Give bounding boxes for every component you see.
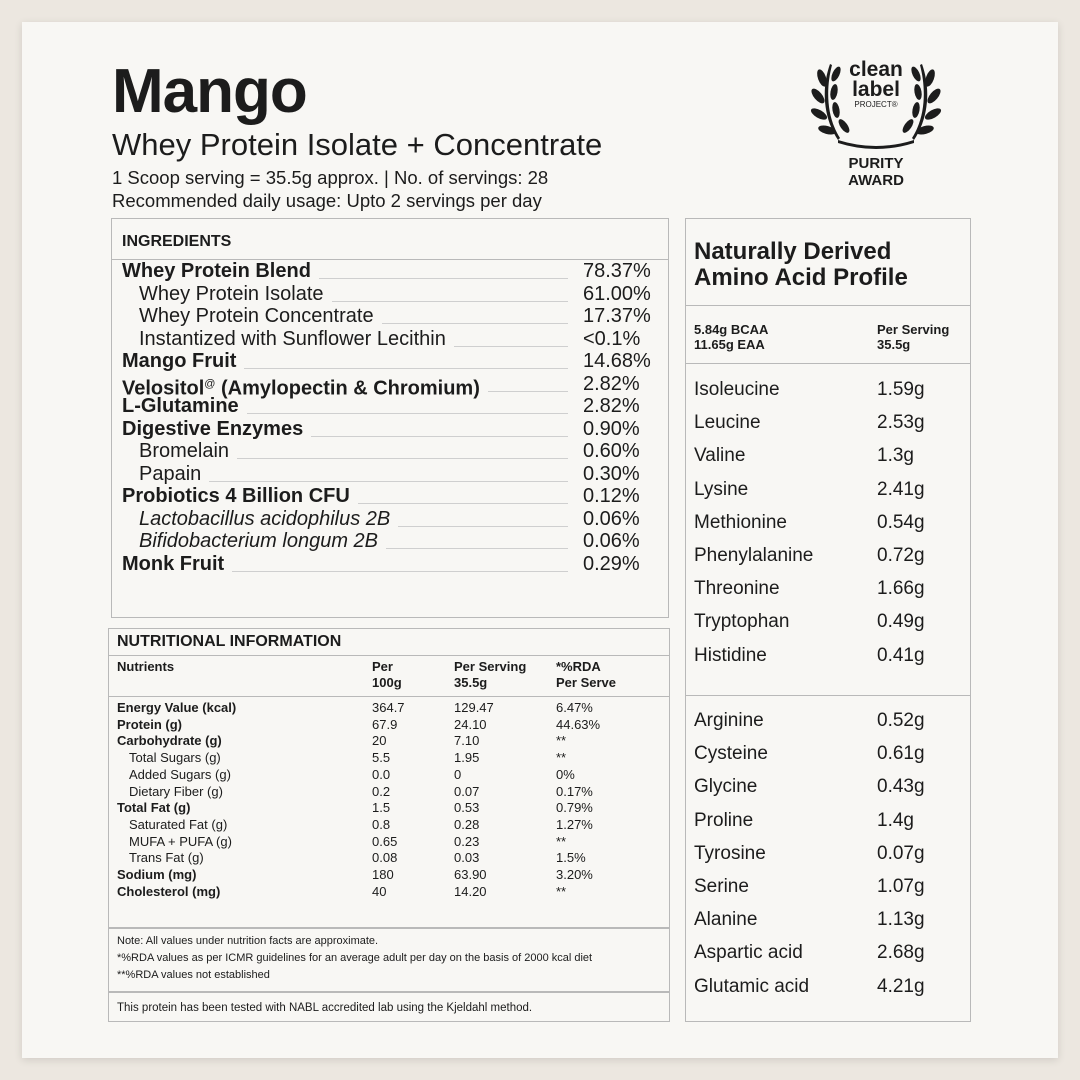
ingredient-name-text: Probiotics 4 Billion CFU (122, 485, 350, 507)
ingredient-name-text: Whey Protein Concentrate (139, 305, 374, 327)
ingredient-row (112, 395, 668, 417)
rda-value: ** (556, 833, 567, 849)
nutrient-name: Energy Value (kcal) (117, 700, 237, 715)
badge-project: PROJECT® (854, 100, 898, 109)
ingredient-row (112, 508, 668, 530)
nutrition-row (109, 817, 669, 834)
amino-name: Lysine (694, 478, 749, 500)
per-serving-value: 14.20 (454, 883, 487, 899)
amino-value: 2.68g (877, 942, 925, 964)
per-serving-value: 0.03 (454, 850, 480, 866)
rda-value: ** (556, 750, 567, 766)
per-100g-value: 0.2 (372, 783, 391, 799)
rda-value: ** (556, 733, 567, 749)
amino-row (686, 478, 970, 502)
rda-value: 1.5% (556, 850, 586, 866)
ingredient-percent: 0.60% (583, 440, 640, 462)
rda-value: 1.27% (556, 816, 593, 832)
rda-value: 0% (556, 766, 575, 782)
col-per-100g (372, 659, 402, 691)
col-nutrients-label: Nutrients (117, 659, 175, 674)
ingredient-name-text: Lactobacillus acidophilus 2B (139, 507, 391, 530)
tested-note: This protein has been tested with NABL accredited lab using the Kjeldahl method. (117, 1002, 533, 1014)
amino-name: Arginine (694, 710, 764, 731)
amino-value: 0.41g (877, 644, 925, 666)
divider (686, 363, 970, 364)
amino-row (686, 544, 970, 568)
nutrient-name: Total Fat (g) (117, 800, 191, 816)
ingredients-heading: INGREDIENTS (122, 233, 232, 250)
amino-row (686, 378, 970, 402)
amino-eaa: 11.65g EAA (694, 337, 765, 352)
amino-row (686, 842, 970, 866)
ingredient-row (112, 305, 668, 327)
ingredient-row (112, 350, 668, 372)
amino-value: 1.4g (877, 809, 914, 831)
amino-value: 2.53g (877, 412, 925, 434)
ingredient-row (112, 485, 668, 507)
leader-line (247, 413, 568, 414)
nutrition-row (109, 850, 669, 867)
leader-line (398, 526, 568, 527)
amino-name: Alanine (694, 909, 758, 931)
nutrient-name: MUFA + PUFA (g) (129, 833, 232, 849)
ingredient-percent: 2.82% (583, 395, 640, 417)
ingredient-name-text: Whey Protein Isolate (139, 282, 324, 305)
amino-row (686, 908, 970, 932)
per-100g-value: 0.8 (372, 816, 391, 832)
amino-row (686, 610, 970, 634)
amino-bcaa: 5.84g BCAA (694, 322, 769, 337)
ingredient-name (122, 485, 350, 507)
amino-name: Tryptophan (694, 611, 790, 633)
badge-award: AWARD (848, 172, 904, 189)
nutrition-panel (108, 628, 670, 928)
amino-value: 4.21g (877, 975, 925, 997)
amino-per-serving (877, 322, 949, 352)
col-rda (556, 659, 616, 691)
badge-label: label (852, 78, 900, 101)
rda-value: 3.20% (556, 867, 593, 882)
amino-value: 2.41g (877, 478, 925, 500)
leader-line (244, 368, 568, 369)
amino-name: Valine (694, 445, 746, 467)
amino-value: 0.43g (877, 776, 925, 798)
leader-line (332, 301, 568, 302)
ingredient-name (139, 530, 378, 552)
rda-value: 6.47% (556, 700, 593, 715)
ingredient-name-text: Bifidobacterium longum 2B (139, 530, 379, 552)
amino-value: 0.72g (877, 545, 925, 566)
amino-per-serving-line1: Per Serving (877, 322, 950, 337)
leader-line (311, 436, 568, 437)
ingredient-name (122, 418, 303, 440)
per-100g-value: 180 (372, 867, 394, 882)
amino-row (686, 709, 970, 733)
per-100g-value: 1.5 (372, 800, 391, 816)
amino-title (694, 239, 908, 291)
nutrition-row (109, 717, 669, 734)
amino-row (686, 411, 970, 435)
nutrition-row (109, 700, 669, 717)
leader-line (454, 346, 568, 347)
note-line: Note: All values under nutrition facts are approximate. (117, 935, 379, 947)
nutrient-name: Cholesterol (mg) (117, 883, 221, 899)
ingredient-name-text: Digestive Enzymes (122, 417, 304, 440)
amino-value: 0.52g (877, 710, 925, 731)
amino-row (686, 809, 970, 833)
amino-value: 0.07g (877, 842, 925, 864)
ingredient-name-text: Velositol (122, 377, 205, 400)
ingredient-name-text: Mango Fruit (122, 350, 237, 372)
amino-per-serving-line2: 35.5g (877, 337, 911, 352)
nutrient-name: Protein (g) (117, 716, 182, 732)
per-100g-value: 67.9 (372, 716, 398, 732)
ingredient-percent: 0.12% (583, 485, 640, 507)
notes-panel (108, 928, 670, 992)
product-title: Mango (112, 57, 307, 126)
amino-value: 1.59g (877, 379, 925, 400)
ingredient-percent: 0.06% (583, 530, 640, 552)
product-subtitle: Whey Protein Isolate + Concentrate (112, 127, 603, 162)
amino-value: 1.3g (877, 445, 914, 467)
ingredient-row (112, 530, 668, 552)
ingredient-name-text: L-Glutamine (122, 395, 239, 417)
leader-line (319, 278, 568, 279)
col-per-100g-line2: 100g (372, 675, 402, 690)
amino-name: Aspartic acid (694, 942, 803, 964)
amino-name: Cysteine (694, 743, 768, 765)
ingredient-name-text: Papain (139, 462, 202, 485)
leader-line (209, 481, 568, 482)
nutrient-name: Saturated Fat (g) (129, 816, 228, 832)
nutrient-name: Sodium (mg) (117, 867, 197, 882)
divider (109, 655, 669, 656)
ingredient-name (122, 395, 239, 417)
ingredient-name (139, 283, 324, 305)
leader-line (358, 503, 568, 504)
per-100g-value: 5.5 (372, 750, 391, 766)
ingredient-name (139, 440, 229, 462)
divider (686, 695, 970, 696)
col-per-serving-line2: 35.5g (454, 675, 488, 690)
per-serving-value: 1.95 (454, 750, 480, 766)
ingredient-percent: 0.06% (583, 507, 640, 530)
ingredient-percent: 0.29% (583, 552, 640, 575)
divider (109, 696, 669, 697)
amino-value: 1.66g (877, 578, 925, 600)
nutrient-name: Added Sugars (g) (129, 766, 231, 782)
ingredient-row (112, 260, 668, 282)
nutrient-name: Dietary Fiber (g) (129, 783, 223, 799)
amino-name: Histidine (694, 644, 767, 666)
ingredient-name-suffix: (Amylopectin & Chromium) (215, 377, 480, 400)
col-per-100g-line1: Per (372, 659, 393, 674)
nutrition-heading: NUTRITIONAL INFORMATION (117, 633, 342, 650)
per-100g-value: 0.65 (372, 833, 398, 849)
amino-panel (685, 218, 971, 1022)
nutrient-name: Trans Fat (g) (129, 850, 204, 866)
ingredient-percent: 0.90% (583, 417, 640, 440)
per-100g-value: 20 (372, 733, 387, 749)
amino-row (686, 742, 970, 766)
nutrition-row (109, 750, 669, 767)
ingredient-percent: 17.37% (583, 305, 651, 327)
amino-row (686, 644, 970, 668)
col-per-serving-line1: Per Serving (454, 659, 527, 674)
ingredient-name (139, 508, 390, 530)
amino-name: Glycine (694, 776, 758, 798)
amino-title-line1: Naturally Derived (694, 238, 892, 265)
ingredient-row (112, 440, 668, 462)
ingredient-name (122, 260, 311, 282)
rda-value: 0.79% (556, 800, 593, 816)
amino-value: 1.07g (877, 876, 925, 897)
amino-value: 0.49g (877, 611, 925, 633)
amino-name: Methionine (694, 511, 787, 533)
amino-row (686, 511, 970, 535)
per-100g-value: 0.0 (372, 766, 391, 782)
nutrition-row (109, 767, 669, 784)
per-serving-value: 7.10 (454, 733, 480, 749)
nutrition-row (109, 800, 669, 817)
per-100g-value: 364.7 (372, 700, 405, 715)
per-serving-value: 0.28 (454, 816, 480, 832)
ingredient-name-text: Instantized with Sunflower Lecithin (139, 327, 446, 350)
ingredient-percent: 0.30% (583, 462, 640, 485)
ingredient-percent: 61.00% (583, 282, 651, 305)
note-line: *%RDA values as per ICMR guidelines for an average adult per day on the basis of 2000 kcal diet (117, 952, 593, 964)
divider (686, 305, 970, 306)
ingredient-row (112, 553, 668, 575)
amino-value: 1.13g (877, 909, 925, 931)
usage-info: Recommended daily usage: Upto 2 servings per day (112, 190, 542, 211)
per-100g-value: 0.08 (372, 850, 398, 866)
nutrition-row (109, 834, 669, 851)
badge-purity: PURITY (848, 155, 904, 172)
nutrition-row (109, 733, 669, 750)
col-rda-line2: Per Serve (556, 675, 616, 690)
per-100g-value: 40 (372, 883, 387, 899)
ingredient-row (112, 283, 668, 305)
amino-row (686, 975, 970, 999)
ingredient-name (139, 305, 374, 327)
per-serving-value: 0.23 (454, 833, 480, 849)
amino-name: Glutamic acid (694, 975, 810, 997)
leader-line (488, 391, 568, 392)
leader-line (232, 571, 568, 572)
amino-name: Leucine (694, 412, 761, 434)
rda-value: 0.17% (556, 783, 593, 799)
ingredient-percent: 78.37% (583, 260, 651, 282)
ingredient-name (122, 553, 224, 575)
ingredient-percent: 14.68% (583, 350, 651, 372)
amino-name: Tyrosine (694, 842, 766, 864)
nutrition-row (109, 784, 669, 801)
clean-label-badge (808, 56, 944, 192)
rda-value: 44.63% (556, 716, 601, 732)
amino-row (686, 875, 970, 899)
ingredient-row (112, 372, 668, 400)
nutrient-name: Total Sugars (g) (129, 750, 221, 766)
amino-row (686, 444, 970, 468)
amino-title-line2: Amino Acid Profile (694, 264, 908, 291)
ingredient-name (139, 463, 201, 485)
ingredient-name-text: Whey Protein Blend (122, 260, 311, 282)
leader-line (382, 323, 568, 324)
leader-line (237, 458, 568, 459)
amino-name: Serine (694, 876, 749, 897)
ingredient-row (112, 328, 668, 350)
col-nutrients (117, 659, 174, 675)
ingredient-row (112, 463, 668, 485)
serving-info: 1 Scoop serving = 35.5g approx. | No. of servings: 28 (112, 167, 549, 188)
per-serving-value: 24.10 (454, 716, 487, 732)
nutrient-name: Carbohydrate (g) (117, 733, 222, 749)
per-serving-value: 63.90 (454, 867, 487, 882)
rda-value: ** (556, 883, 567, 899)
amino-name: Isoleucine (694, 379, 780, 400)
col-rda-line1: *%RDA (556, 659, 601, 674)
col-per-serving (454, 659, 526, 691)
ingredient-name-text: Monk Fruit (122, 552, 225, 575)
amino-name: Phenylalanine (694, 545, 814, 566)
ingredient-percent: <0.1% (583, 327, 641, 350)
per-serving-value: 0.07 (454, 783, 480, 799)
badge-clean: clean (849, 58, 903, 81)
tested-panel (108, 992, 670, 1022)
ingredient-name (122, 350, 236, 372)
amino-value: 0.54g (877, 511, 925, 533)
amino-name: Proline (694, 809, 754, 831)
note-line: **%RDA values not established (117, 969, 270, 981)
per-serving-value: 0 (454, 766, 462, 782)
per-serving-value: 0.53 (454, 800, 480, 816)
ingredient-name (139, 328, 446, 350)
ingredient-trademark: @ (204, 377, 216, 390)
amino-row (686, 577, 970, 601)
ingredient-row (112, 418, 668, 440)
ingredient-percent: 2.82% (583, 372, 640, 395)
nutrition-row (109, 867, 669, 884)
leader-line (386, 548, 568, 549)
amino-value: 0.61g (877, 743, 925, 765)
amino-row (686, 775, 970, 799)
amino-row (686, 941, 970, 965)
ingredients-panel (111, 218, 669, 618)
ingredient-name-text: Bromelain (139, 440, 230, 462)
amino-bcaa-eaa (694, 322, 768, 352)
amino-name: Threonine (694, 578, 780, 600)
per-serving-value: 129.47 (454, 700, 494, 715)
nutrition-row (109, 884, 669, 901)
